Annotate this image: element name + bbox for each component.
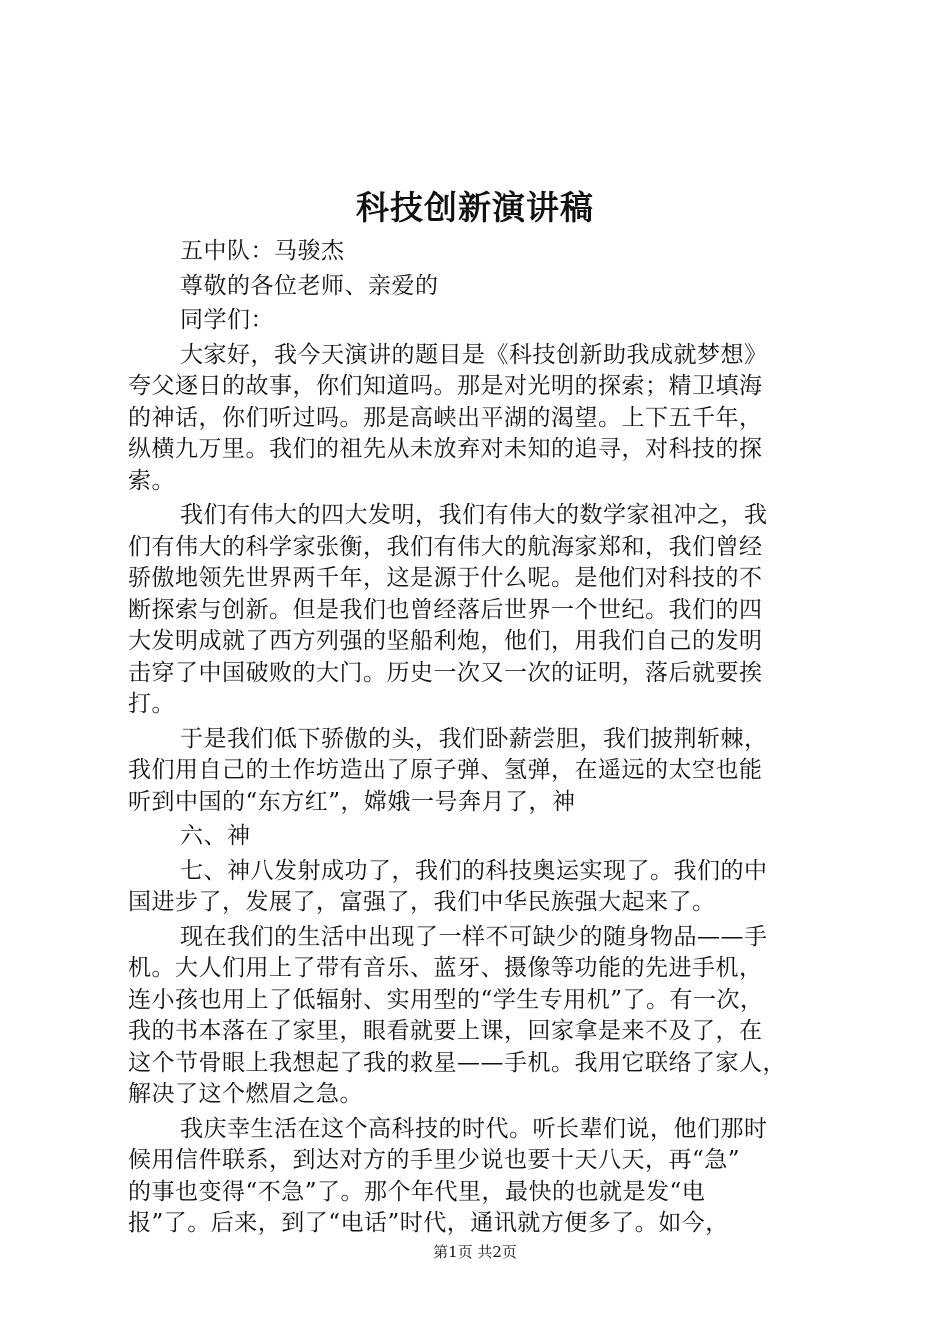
text-line: 断探索与创新。但是我们也曾经落后世界一个世纪。我们的四 xyxy=(128,596,763,623)
text-line: 五中队：马骏杰 xyxy=(180,238,345,264)
paragraph xyxy=(128,821,838,853)
text-line: 的事也变得“不急”了。那个年代里，最快的也就是发“电 xyxy=(128,1178,706,1205)
text-line: 们有伟大的科学家张衡，我们有伟大的航海家郑和，我们曾经 xyxy=(128,533,763,560)
paragraph xyxy=(128,724,838,819)
text-line: 听到中国的“东方红”，嫦娥一号奔月了，神 xyxy=(128,788,576,815)
text-line: 解决了这个燃眉之急。 xyxy=(128,1081,363,1107)
text-line: 我庆幸生活在这个高科技的时代。听长辈们说，他们那时 xyxy=(180,1115,768,1142)
document-title: 科技创新演讲稿 xyxy=(356,188,594,227)
page-footer: 第1页 共2页 xyxy=(433,1243,517,1261)
paragraph xyxy=(128,922,838,1111)
text-line: 七、神八发射成功了，我们的科技奥运实现了。我们的中 xyxy=(180,857,768,884)
paragraph xyxy=(128,340,838,498)
author-line xyxy=(128,236,838,268)
salutation-line xyxy=(128,271,838,303)
text-line: 国进步了，发展了，富强了，我们中华民族强大起来了。 xyxy=(128,889,716,915)
text-line: 我们有伟大的四大发明，我们有伟大的数学家祖冲之，我 xyxy=(180,502,768,528)
text-line: 大发明成就了西方列强的坚船利炮，他们，用我们自己的发明 xyxy=(128,628,763,654)
text-line: 机。大人们用上了带有音乐、蓝牙、摄像等功能的先进手机， xyxy=(128,955,763,981)
text-line: 候用信件联系，到达对方的手里少说也要十天八天，再“急” xyxy=(128,1147,741,1173)
text-line: 我的书本落在了家里，眼看就要上课，回家拿是来不及了，在 xyxy=(128,1018,763,1044)
text-line: 骄傲地领先世界两千年，这是源于什么呢。是他们对科技的不 xyxy=(128,565,763,591)
salutation-line xyxy=(128,305,838,337)
text-line: 索。 xyxy=(128,467,175,494)
text-line: 打。 xyxy=(128,691,175,717)
paragraph xyxy=(128,856,838,919)
text-line: 夸父逐日的故事，你们知道吗。那是对光明的探索；精卫填海 xyxy=(128,373,763,399)
text-line: 现在我们的生活中出现了一样不可缺少的随身物品——手 xyxy=(180,923,768,950)
text-line: 大家好，我今天演讲的题目是《科技创新助我成就梦想》 xyxy=(180,341,768,368)
text-line: 的神话，你们听过吗。那是高峡出平湖的渴望。上下五千年， xyxy=(128,404,763,431)
document-body xyxy=(128,236,838,1242)
paragraph xyxy=(128,1114,838,1240)
text-line: 这个节骨眼上我想起了我的救星——手机。我用它联络了家人， xyxy=(128,1049,786,1076)
text-line: 我们用自己的土作坊造出了原子弹、氢弹，在遥远的太空也能 xyxy=(128,757,763,783)
paragraph xyxy=(128,500,838,721)
text-line: 报”了。后来，到了“电话”时代，通讯就方便多了。如今， xyxy=(128,1210,729,1236)
text-line: 同学们： xyxy=(180,307,274,333)
text-line: 六、神 xyxy=(180,823,251,849)
text-line: 于是我们低下骄傲的头，我们卧薪尝胆，我们披荆斩棘， xyxy=(180,725,768,752)
text-line: 击穿了中国破败的大门。历史一次又一次的证明，落后就要挨 xyxy=(128,659,763,686)
text-line: 纵横九万里。我们的祖先从未放弃对未知的追寻，对科技的探 xyxy=(128,436,763,462)
text-line: 连小孩也用上了低辐射、实用型的“学生专用机”了。有一次， xyxy=(128,986,764,1013)
text-line: 尊敬的各位老师、亲爱的 xyxy=(180,272,439,299)
